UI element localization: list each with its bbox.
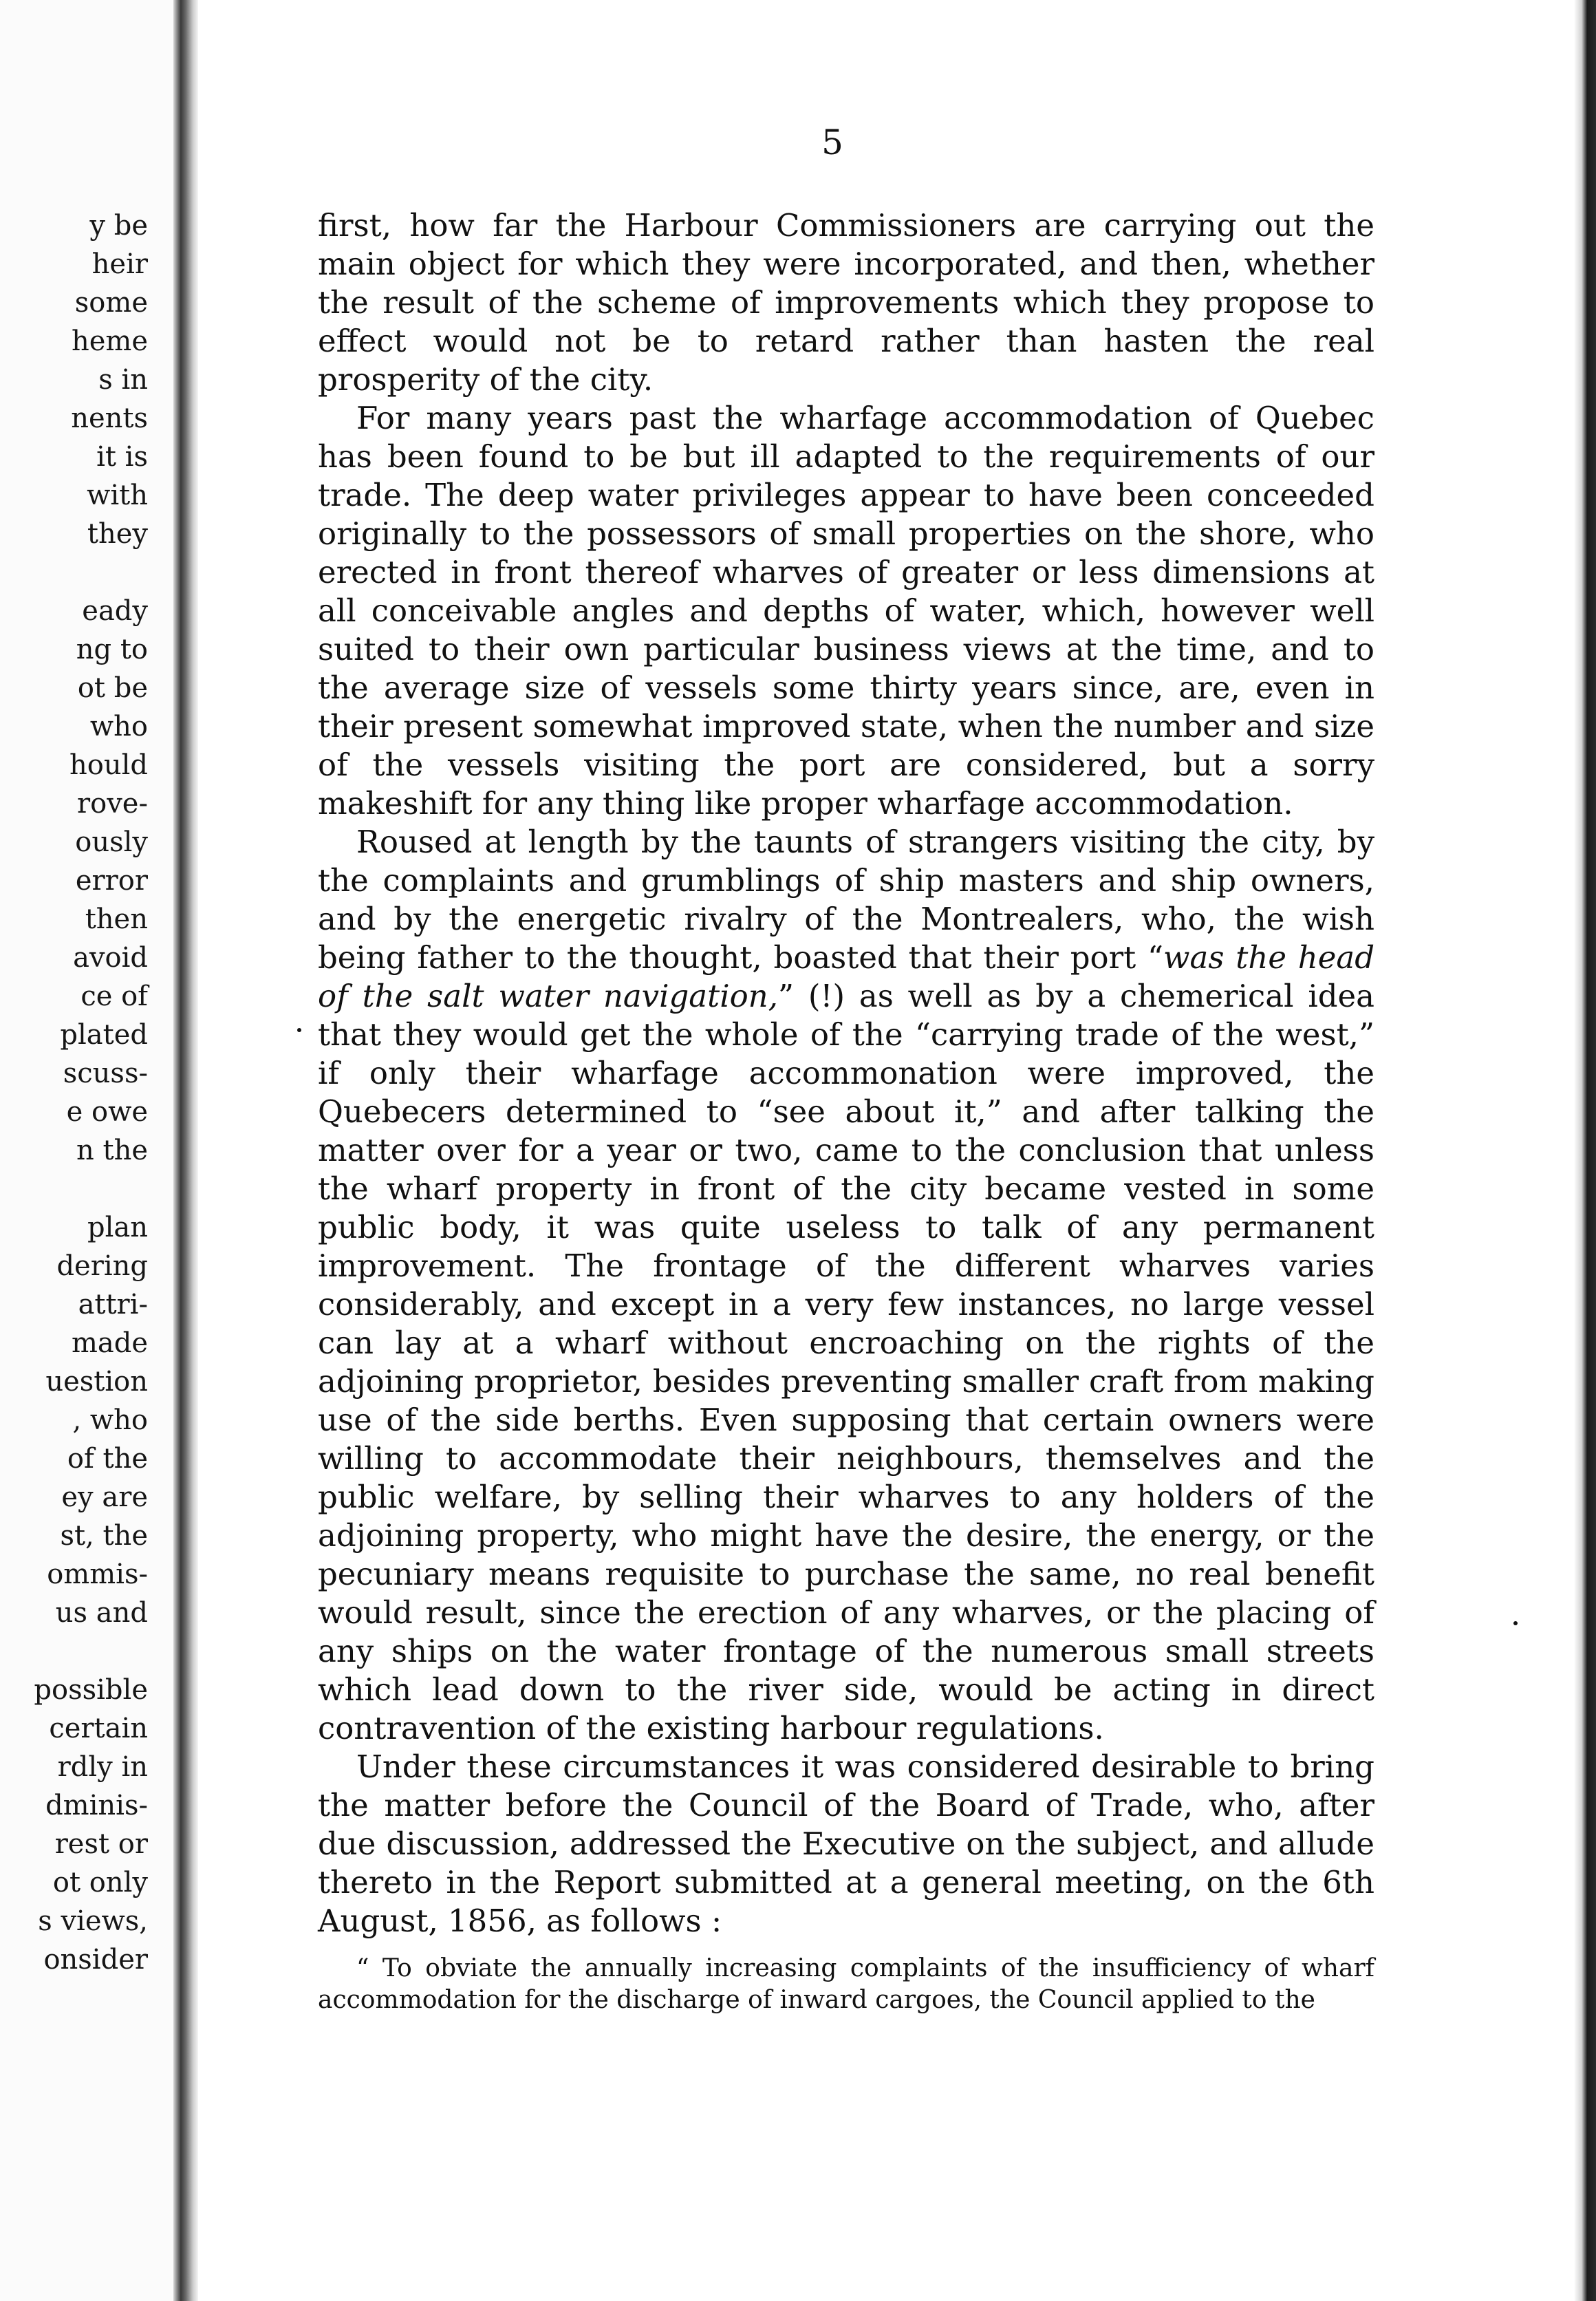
left-page-line: attri- (78, 1289, 148, 1320)
left-page-line: possible (34, 1674, 148, 1706)
ink-speck (1513, 1621, 1518, 1625)
left-page-line: ot only (52, 1867, 148, 1898)
left-page-line: certain (49, 1713, 148, 1744)
left-page-line: rest or (54, 1828, 148, 1860)
left-page-line: e owe (66, 1096, 148, 1128)
left-page-line: scuss- (63, 1058, 148, 1089)
left-page-line: us and (55, 1597, 148, 1629)
left-page-line: made (71, 1327, 148, 1359)
left-page-line (0, 1170, 148, 1208)
paragraph-4: Under these circumstances it was considered desirable to bring the matter before the Council of the Board of Trade, who, after due discussion, addressed the Executive on the subject, and allude thereto in the Report submitted at a general meeting, on the 6th August, 1856, as follows : (318, 1748, 1374, 1939)
left-page-line: they (87, 518, 148, 550)
main-text-column (318, 206, 1374, 2016)
left-page-line: dminis- (45, 1790, 148, 1821)
left-page-line: who (89, 711, 148, 742)
left-page-line: rove- (77, 788, 148, 820)
left-page-line: ously (75, 826, 148, 858)
left-page-line: ommis- (47, 1559, 148, 1590)
left-page-line: plan (87, 1212, 148, 1243)
book-gutter (173, 0, 198, 2301)
paragraph-3-italic-quote: was the head of the salt water navigation, (318, 939, 1374, 1014)
left-page-line: plated (60, 1019, 148, 1051)
left-page-line: s in (98, 364, 148, 396)
left-page-line: , who (72, 1404, 148, 1436)
left-page-line: nents (71, 403, 148, 434)
left-page-line: ey are (61, 1481, 148, 1513)
left-facing-page (0, 0, 176, 2301)
paragraph-3-before-italic: Roused at length by the taunts of strangers visiting the city, by the complaints and grumblings of ship masters and ship owners, and by the energetic rivalry of the Montrealers, who, the wish being father to the thought, boasted that their port “ (318, 824, 1374, 976)
left-page-line: ot be (77, 672, 148, 704)
left-page-text-fragments (0, 206, 148, 1979)
left-page-line: heme (71, 325, 148, 357)
left-page-line: n the (76, 1135, 148, 1166)
left-page-line: y be (89, 210, 148, 242)
block-quote: “ To obviate the annually increasing complaints of the insufficiency of wharf accommodation for the discharge of inward cargoes, the Council applied to the (318, 1954, 1374, 2014)
left-page-line: st, the (60, 1520, 148, 1552)
left-page-line: heir (91, 248, 148, 280)
left-page-line: ce of (80, 981, 148, 1012)
left-page-line: rdly in (57, 1751, 148, 1783)
left-page-line: some (74, 287, 148, 319)
left-page-line: of the (67, 1443, 148, 1475)
left-page-line: then (85, 903, 148, 935)
left-page-line: dering (56, 1250, 148, 1282)
left-page-line (0, 1632, 148, 1671)
left-page-line: avoid (73, 942, 148, 974)
left-page-line: error (75, 865, 148, 897)
paragraph-1: first, how far the Harbour Commissioners are carrying out the main object for which they were incorporated, and then, whether the result of the scheme of improvements which they propose to effect would not be to retard rather than hasten the real prosperity of the city. (318, 207, 1374, 398)
left-page-line: with (87, 480, 148, 511)
page-number: 5 (821, 122, 843, 162)
paragraph-3-after-italic: ” (!) as well as by a chemerical idea that they would get the whole of the “carrying trade of the west,” if only their wharfage accommonation were improved, the Quebecers determined to “see about it,” and after talking the matter over for a year or two, came to the conclusion that unless the wharf property in front of the city became vested in some public body, it was quite useless to talk of any permanent improvement. The frontage of the different wharves varies considerably, and except in a very few instances, no large vessel can lay at a wharf without encroaching on the rights of the adjoining proprietor, besides preventing smaller craft from making use of the side berths. Even supposing that certain owners were willing to accommodate their neighbours, themselves and the public welfare, by selling their wharves to any holders of the adjoining property, who might have the desire, the energy, or the pecuniary means requisite to purchase the same, no real benefit would result, since the erection of any wharves, or the placing of any ships on the water frontage of the numerous small streets which lead down to the river side, would be acting in direct contravention of the existing harbour regulations. (318, 978, 1374, 1746)
left-page-line (0, 553, 148, 592)
left-page-line: s views, (38, 1905, 148, 1937)
left-page-line: it is (96, 441, 148, 473)
left-page-line: eady (82, 595, 148, 627)
left-page-line: uestion (45, 1366, 148, 1398)
left-page-line: ng to (76, 634, 148, 665)
left-page-line: onsider (43, 1944, 148, 1976)
paragraph-3 (318, 823, 1374, 1748)
left-page-line: hould (69, 749, 148, 781)
ink-speck (297, 1028, 301, 1032)
paragraph-2: For many years past the wharfage accommodation of Quebec has been found to be but ill adapted to the requirements of our trade. The deep water privileges appear to have been conceeded originally to the possessors of small properties on the shore, who erected in front thereof wharves of greater or less dimensions at all conceivable angles and depths of water, which, however well suited to their own particular business views at the time, and to the average size of vessels some thirty years since, are, even in their present somewhat improved state, when the number and size of the vessels visiting the port are considered, but a sorry makeshift for any thing like proper wharfage accommodation. (318, 400, 1374, 822)
page-edge-shadow (1574, 0, 1596, 2301)
